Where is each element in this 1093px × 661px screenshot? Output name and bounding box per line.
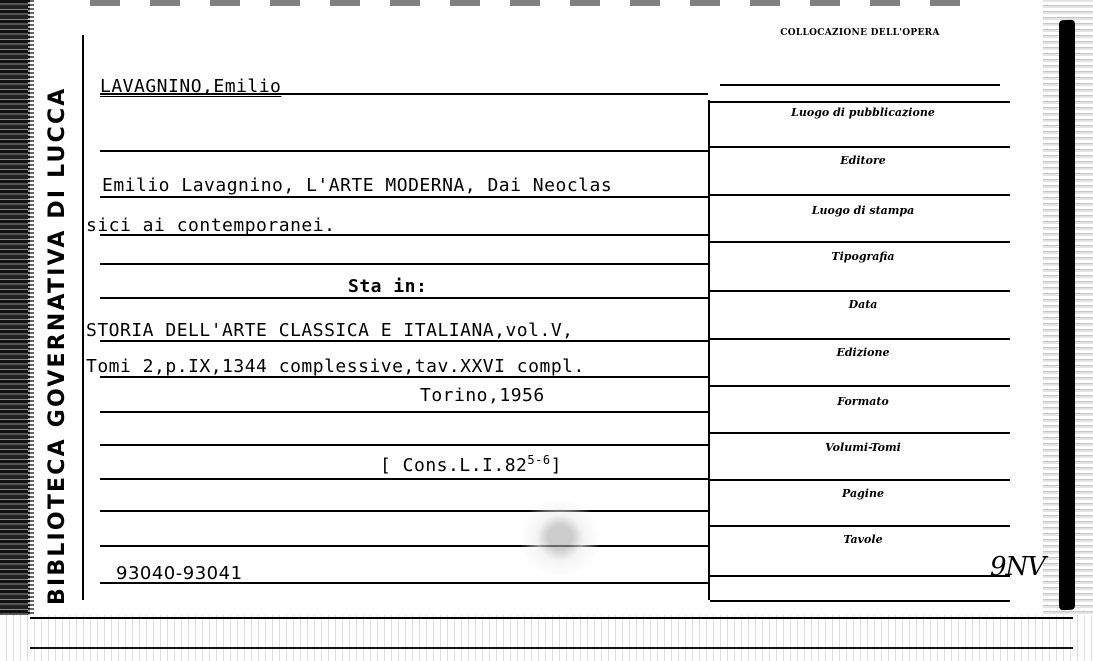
sta-in-label: Sta in:	[348, 276, 428, 297]
left-edge-noise	[0, 0, 30, 661]
left-margin-rule	[82, 35, 84, 600]
bottom-edge-noise	[0, 615, 1093, 661]
ruled-line	[100, 545, 708, 547]
right-edge-shadow	[1059, 20, 1075, 611]
ruled-line	[100, 150, 708, 152]
field-pagine: Pagine	[842, 487, 884, 500]
ruled-line	[100, 478, 708, 480]
top-edge-noise	[90, 0, 990, 6]
ruled-line	[100, 411, 708, 413]
field-luogo-stampa: Luogo di stampa	[811, 204, 915, 217]
field-editore: Editore	[840, 154, 886, 167]
inventory-numbers: 93040-93041	[116, 563, 243, 584]
right-ruled-line	[710, 385, 1010, 387]
description-line-1: Emilio Lavagnino, L'ARTE MODERNA, Dai Neoclas	[102, 175, 613, 196]
series-line-2: Tomi 2,p.IX,1344 complessive,tav.XXVI compl.	[86, 356, 585, 377]
shelfmark	[380, 453, 562, 476]
bottom-rule-2	[30, 647, 1073, 649]
right-ruled-line	[710, 241, 1010, 243]
shelfmark-superscript: 5-6	[527, 453, 551, 467]
description-line-2: sici ai contemporanei.	[86, 215, 336, 236]
right-ruled-line	[710, 525, 1010, 527]
right-ruled-line	[710, 479, 1010, 481]
right-ruled-line	[710, 432, 1010, 434]
field-data: Data	[848, 298, 878, 311]
field-edizione: Edizione	[836, 346, 890, 359]
ruled-line	[100, 196, 708, 198]
ruled-line	[100, 444, 708, 446]
field-tavole: Tavole	[843, 533, 883, 546]
field-volumi-tomi: Volumi-Tomi	[825, 441, 901, 454]
field-tipografia: Tipografia	[831, 250, 895, 263]
field-formato: Formato	[837, 395, 889, 408]
right-ruled-line	[720, 84, 1000, 86]
right-ruled-line	[710, 290, 1010, 292]
field-luogo-pubblicazione: Luogo di pubblicazione	[791, 106, 935, 119]
right-ruled-line	[710, 600, 1010, 602]
right-ruled-line	[710, 338, 1010, 340]
right-ruled-line	[710, 194, 1010, 196]
author-heading: LAVAGNINO,Emilio	[100, 76, 282, 97]
ruled-line	[100, 297, 708, 299]
handwritten-note: 9NV	[990, 552, 1046, 582]
right-ruled-line	[710, 575, 1010, 577]
collocazione-header: COLLOCAZIONE DELL'OPERA	[780, 28, 940, 38]
right-ruled-line	[710, 101, 1010, 103]
left-edge-perforation	[28, 0, 34, 661]
ruled-line	[100, 510, 708, 512]
series-line-1: STORIA DELL'ARTE CLASSICA E ITALIANA,vol.V,	[86, 320, 574, 341]
bottom-rule	[30, 617, 1073, 619]
ruled-line	[100, 263, 708, 265]
faded-stamp	[515, 500, 605, 575]
shelfmark-text: [ Cons.L.I.82	[380, 455, 528, 476]
library-name: BIBLIOTECA GOVERNATIVA DI LUCCA	[45, 86, 70, 605]
shelfmark-bracket: ]	[550, 455, 562, 476]
right-ruled-line	[710, 146, 1010, 148]
place-year: Torino,1956	[420, 385, 545, 406]
